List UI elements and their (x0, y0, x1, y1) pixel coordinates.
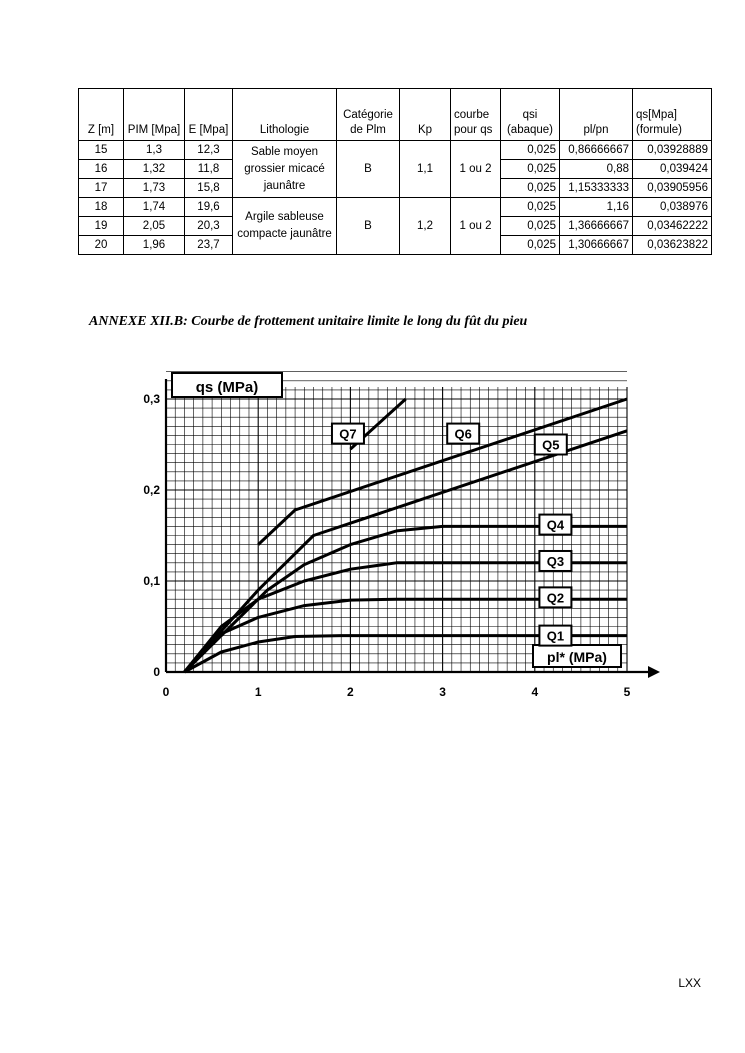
series-label-q7: Q7 (339, 426, 357, 442)
x-tick-label: 2 (347, 685, 354, 699)
y-tick-label: 0,2 (143, 483, 160, 497)
y-tick-label: 0,3 (143, 392, 160, 406)
cell-qs: 0,039424 (633, 160, 712, 179)
cell-qsi: 0,025 (501, 141, 560, 160)
cell-kp: 1,2 (400, 198, 451, 255)
cell-e: 23,7 (185, 236, 233, 255)
cell-qsi: 0,025 (501, 179, 560, 198)
cell-qs: 0,03905956 (633, 179, 712, 198)
cell-plpn: 1,36666667 (560, 217, 633, 236)
header-qsi: qsi (abaque) (501, 89, 560, 141)
cell-categorie: B (337, 141, 400, 198)
header-kp: Kp (400, 89, 451, 141)
cell-plpn: 1,15333333 (560, 179, 633, 198)
x-tick-label: 3 (439, 685, 446, 699)
data-table (78, 88, 712, 255)
header-plpn: pl/pn (560, 89, 633, 141)
cell-z: 19 (79, 217, 124, 236)
header-categorie: Catégorie de Plm (337, 89, 400, 141)
series-label-q4: Q4 (546, 517, 565, 533)
table-row (79, 141, 712, 160)
cell-courbe: 1 ou 2 (451, 198, 501, 255)
header-courbe: courbe pour qs (451, 89, 501, 141)
page-number: LXX (678, 976, 701, 990)
x-axis-label: pl* (MPa) (547, 649, 607, 665)
cell-e: 19,6 (185, 198, 233, 217)
header-e: E [Mpa] (185, 89, 233, 141)
cell-z: 15 (79, 141, 124, 160)
cell-qsi: 0,025 (501, 160, 560, 179)
figure-caption: ANNEXE XII.B: Courbe de frottement unitaire limite le long du fût du pieu (89, 314, 528, 329)
cell-plm: 1,73 (124, 179, 185, 198)
cell-plpn: 1,30666667 (560, 236, 633, 255)
cell-qs: 0,03462222 (633, 217, 712, 236)
table-row (79, 198, 712, 217)
header-z: Z [m] (79, 89, 124, 141)
cell-plpn: 0,88 (560, 160, 633, 179)
series-label-q3: Q3 (546, 553, 565, 569)
cell-qs: 0,03623822 (633, 236, 712, 255)
y-axis-label: qs (MPa) (195, 379, 259, 396)
cell-plpn: 1,16 (560, 198, 633, 217)
cell-qsi: 0,025 (501, 198, 560, 217)
x-tick-label: 1 (254, 685, 262, 699)
cell-lithologie: Argile sableuse compacte jaunâtre (233, 198, 337, 255)
cell-qs: 0,03928889 (633, 141, 712, 160)
cell-e: 12,3 (185, 141, 233, 160)
cell-e: 11,8 (185, 160, 233, 179)
cell-plm: 1,3 (124, 141, 185, 160)
cell-courbe: 1 ou 2 (451, 141, 501, 198)
x-axis-arrow (648, 666, 660, 678)
series-label-q1: Q1 (546, 628, 565, 644)
header-qs: qs[Mpa] (formule) (633, 89, 712, 141)
header-plm: PIM [Mpa] (124, 89, 185, 141)
cell-plm: 1,32 (124, 160, 185, 179)
header-lithologie: Lithologie (233, 89, 337, 141)
cell-e: 15,8 (185, 179, 233, 198)
y-tick-label: 0,1 (143, 574, 160, 588)
series-label-q2: Q2 (546, 590, 565, 606)
cell-plm: 1,96 (124, 236, 185, 255)
x-tick-label: 5 (623, 685, 631, 699)
cell-z: 20 (79, 236, 124, 255)
cell-lithologie: Sable moyen grossier micacé jaunâtre (233, 141, 337, 198)
cell-qsi: 0,025 (501, 236, 560, 255)
x-tick-label: 0 (162, 685, 170, 699)
cell-e: 20,3 (185, 217, 233, 236)
cell-qs: 0,038976 (633, 198, 712, 217)
cell-z: 18 (79, 198, 124, 217)
cell-kp: 1,1 (400, 141, 451, 198)
friction-chart (120, 355, 680, 705)
cell-plpn: 0,86666667 (560, 141, 633, 160)
x-tick-label: 4 (531, 685, 539, 699)
cell-plm: 1,74 (124, 198, 185, 217)
cell-z: 17 (79, 179, 124, 198)
cell-categorie: B (337, 198, 400, 255)
series-label-q5: Q5 (542, 437, 560, 453)
cell-plm: 2,05 (124, 217, 185, 236)
cell-z: 16 (79, 160, 124, 179)
series-label-q6: Q6 (454, 426, 472, 442)
y-tick-label: 0 (153, 665, 160, 679)
cell-qsi: 0,025 (501, 217, 560, 236)
